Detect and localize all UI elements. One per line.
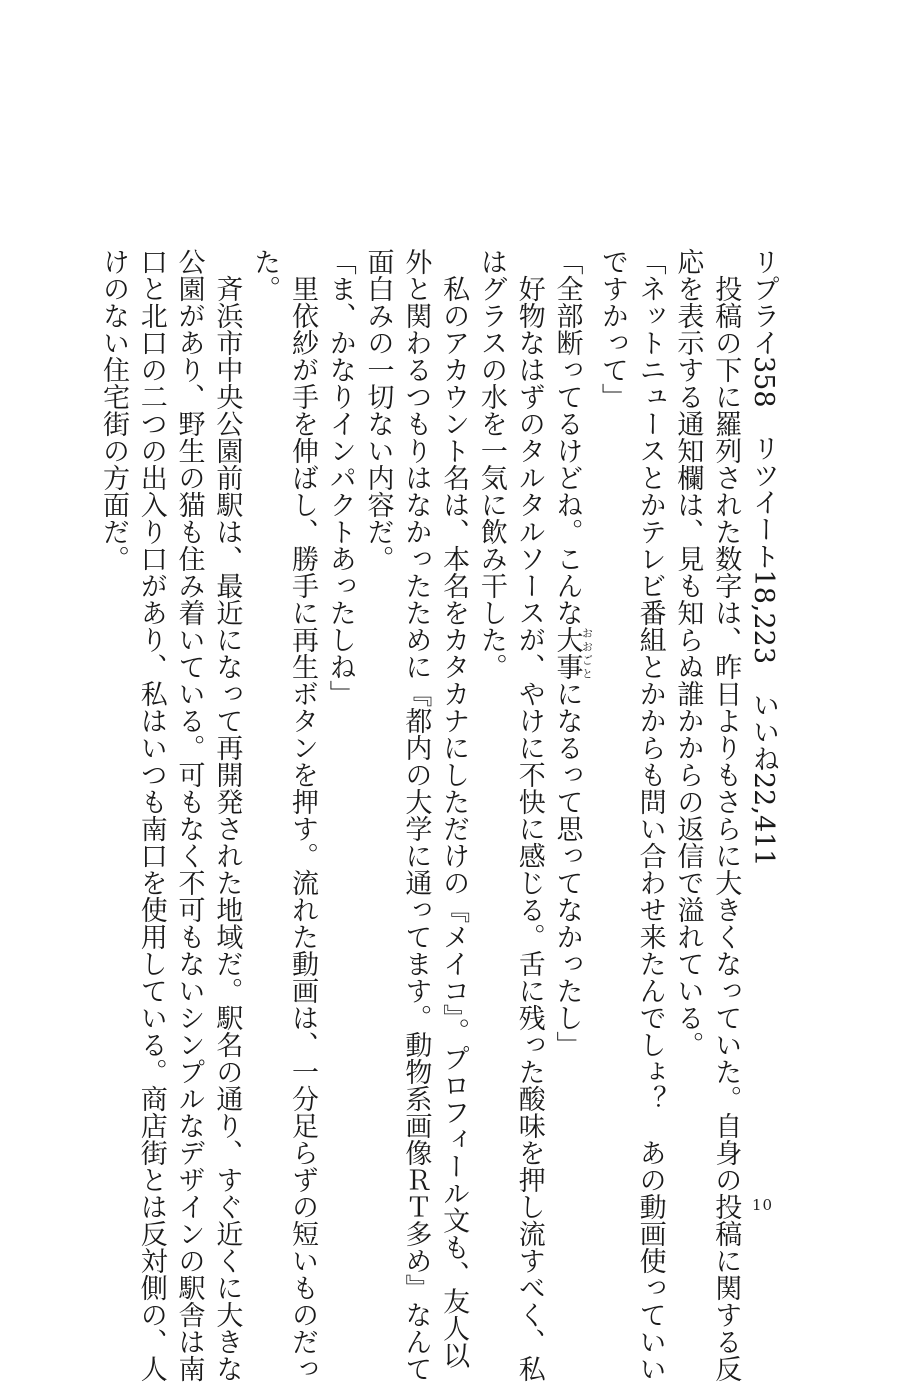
paragraph-line: 里依紗が手を伸ばし、勝手に再生ボタンを押す。流れた動画は、一分足らずの短いものだっ (286, 275, 318, 1382)
ruby-annotation (551, 626, 594, 680)
page-number: 10 (752, 1196, 774, 1214)
paragraph-line: た。 (249, 248, 281, 302)
dialogue-text-before-ruby: 「全部断ってるけどね。こんな (551, 248, 583, 626)
paragraph-line: けのない住宅街の方面だ。 (97, 248, 129, 572)
ruby-reading: おおごと (580, 626, 594, 680)
dialogue-line: ですかって」 (596, 248, 628, 410)
paragraph-line: 口と北口の二つの出入り口があり、私はいつも南口を使用している。商店街とは反対側の、人 (135, 248, 167, 1382)
paragraph-line: 投稿の下に羅列された数字は、昨日よりもさらに大きくなっていた。自身の投稿に関する反 (710, 275, 742, 1382)
paragraph-line: 公園があり、野生の猫も住み着いている。可もなく不可もないシンプルなデザインの駅舎は南 (173, 248, 205, 1382)
dialogue-line: 「ま、かなりインパクトあったしね」 (324, 248, 356, 707)
paragraph-line: 私のアカウント名は、本名をカタカナにしただけの『メイコ』。プロフィール文も、友人以 (438, 275, 470, 1369)
paragraph-line: はグラスの水を一気に飲み干した。 (475, 248, 507, 680)
dialogue-text-after-ruby: になるって思ってなかったし」 (551, 680, 583, 1058)
paragraph-line: 斉浜市中央公園前駅は、最近になって再開発された地域だ。駅名の通り、すぐ近くに大きな (211, 275, 243, 1382)
stats-line: リプライ358 リツイート18,223 いいね22,411 (748, 248, 779, 867)
ruby-base: 大事 (551, 626, 583, 680)
dialogue-line: 「ネットニュースとかテレビ番組とかからも問い合わせ来たんでしょ？ あの動画使っていい (634, 248, 666, 1382)
paragraph-line: 応を表示する通知欄は、見も知らぬ誰かからの返信で溢れている。 (672, 248, 704, 1058)
dialogue-line (548, 248, 593, 1168)
paragraph-line: 外と関わるつもりはなかったために『都内の大学に通ってます。動物系画像ＲＴ多め』なんて (400, 248, 432, 1382)
paragraph-line: 面白みの一切ない内容だ。 (362, 248, 394, 572)
paragraph-line: 好物なはずのタルタルソースが、やけに不快に感じる。舌に残った酸味を押し流すべく、私 (513, 275, 545, 1382)
